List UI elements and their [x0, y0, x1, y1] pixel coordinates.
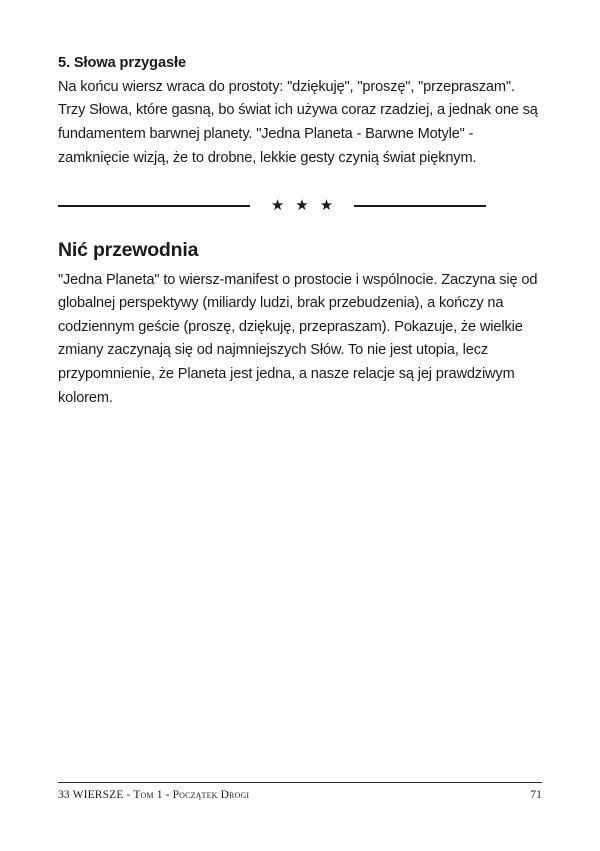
page-content	[58, 52, 542, 410]
footer-row	[58, 789, 542, 801]
thread-paragraph: "Jedna Planeta" to wiersz-manifest o prostocie i wspólnocie. Zaczyna się od globalnej perspektywy (miliardy ludzi, brak przebudzenia), a kończy na codziennym geście (proszę, dziękuję, przepraszam). Pokazuje, że wielkie zmiany zaczynają się od najmniejszych Słów. To nie jest utopia, lecz przypomnienie, że Planeta jest jedna, a nasze relacje są jej prawdziwym kolorem.	[58, 271, 538, 406]
section-paragraph: Na końcu wiersz wraca do prostoty: "dziękuję", "proszę", "przepraszam". Trzy Słowa, które gasną, bo świat ich używa coraz rzadziej, a jednak one są fundamentem barwnej planety. "Jedna Planeta - Barwne Motyle" - zamknięcie wizją, że to drobne, lekkie gesty czynią świat pięknym.	[58, 78, 538, 166]
ornamental-divider	[58, 196, 486, 216]
footer-book-title: 33 WIERSZE - Tom 1 - Początek Drogi	[58, 789, 250, 802]
star-ornament-icon: ★★★	[250, 194, 354, 218]
section-heading: 5. Słowa przygasłe	[58, 55, 186, 71]
page-footer	[58, 782, 542, 801]
footer-page-number: 71	[530, 789, 542, 802]
footer-divider	[58, 782, 542, 783]
page-title: Nić przewodnia	[58, 239, 199, 262]
